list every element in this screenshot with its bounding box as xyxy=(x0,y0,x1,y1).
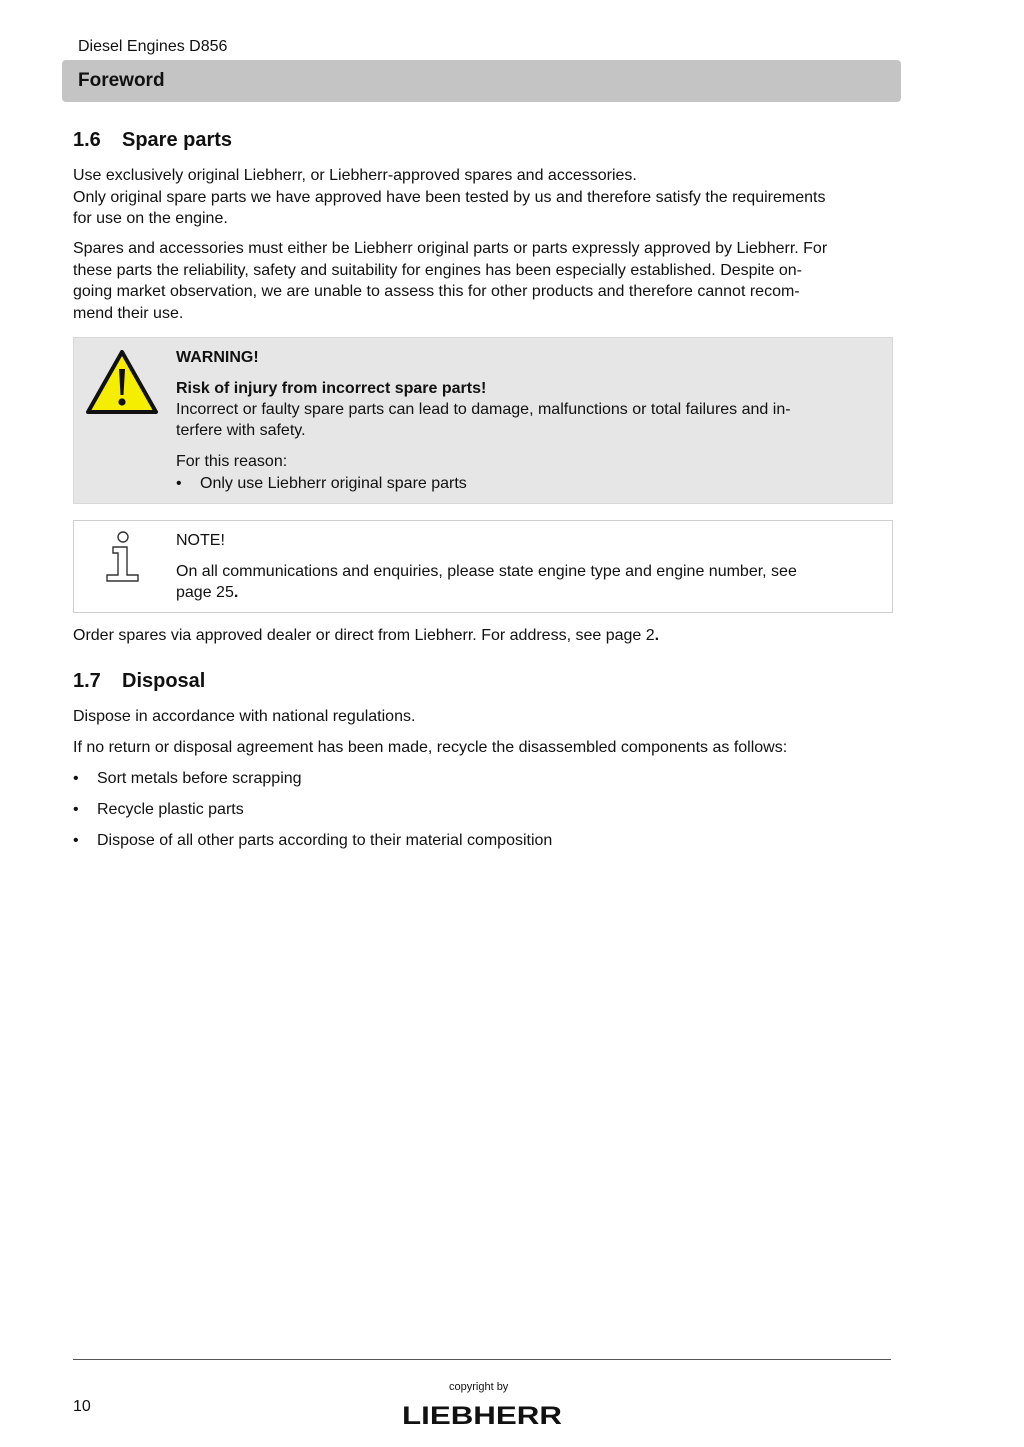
page-number: 10 xyxy=(73,1398,91,1415)
liebherr-logo xyxy=(400,1403,564,1427)
heading-number: 1.7 xyxy=(73,670,101,692)
spare-parts-approval-text: Spares and accessories must either be Liebherr original parts or parts expressly approved by Liebherr. For these parts the reliability, safety and suitability for engines has been especially established. Despite on- going market observation, we are unable to assess this for other products and therefore cannot recom- mend their use. xyxy=(73,240,828,322)
list-item: • Dispose of all other parts according to their material composition xyxy=(73,832,553,849)
warning-triangle-icon xyxy=(85,349,159,415)
note-box xyxy=(73,520,893,613)
warning-label: WARNING! xyxy=(176,349,259,366)
bullet-icon: • xyxy=(73,770,79,787)
order-spares-text: Order spares via approved dealer or direct from Liebherr. For address, see page 2. xyxy=(73,627,660,644)
disposal-recycle-text: If no return or disposal agreement has been made, recycle the disassembled components as follows: xyxy=(73,739,788,756)
list-item: • Sort metals before scrapping xyxy=(73,770,302,787)
warning-text-line: Incorrect or faulty spare parts can lead to damage, malfunctions or total failures and in- xyxy=(176,401,791,418)
heading-title: Disposal xyxy=(122,670,206,692)
copyright-text: copyright by xyxy=(449,1381,509,1393)
heading-disposal xyxy=(73,670,205,693)
list-item: • Recycle plastic parts xyxy=(73,801,244,818)
heading-number: 1.6 xyxy=(73,129,101,151)
disposal-regulations-text: Dispose in accordance with national regulations. xyxy=(73,708,416,725)
bullet-icon: • xyxy=(176,475,182,492)
warning-bullet: • Only use Liebherr original spare parts xyxy=(176,475,467,492)
bullet-icon: • xyxy=(73,801,79,818)
note-text-line: page 25. xyxy=(176,584,239,601)
document-title: Diesel Engines D856 xyxy=(78,38,228,55)
note-label: NOTE! xyxy=(176,532,225,549)
warning-title: Risk of injury from incorrect spare parts! xyxy=(176,380,487,397)
info-icon xyxy=(104,530,142,584)
heading-spare-parts xyxy=(73,129,232,152)
bullet-icon: • xyxy=(73,832,79,849)
svg-text:LIEBHERR: LIEBHERR xyxy=(402,1403,562,1427)
warning-reason: For this reason: xyxy=(176,453,288,470)
section-banner: Foreword xyxy=(62,60,901,102)
heading-title: Spare parts xyxy=(122,129,233,151)
note-text-line: On all communications and enquiries, please state engine type and engine number, see xyxy=(176,563,797,580)
spare-parts-intro: Use exclusively original Liebherr, or Liebherr-approved spares and accessories. Only original spare parts we have approved have been tested by us and therefore satisfy the requirements for use on the engine. xyxy=(73,167,826,227)
footer-divider xyxy=(73,1359,891,1360)
warning-box xyxy=(73,337,893,504)
warning-text-line: terfere with safety. xyxy=(176,422,306,439)
